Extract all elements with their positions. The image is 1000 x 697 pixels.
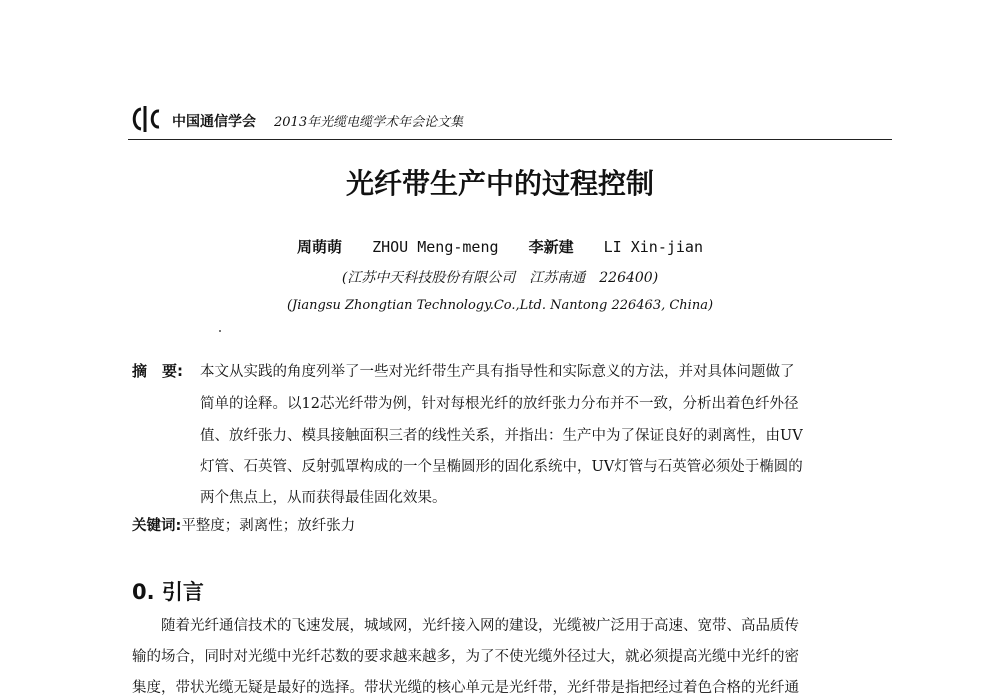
abstract-line: 简单的诠释。以12芯光纤带为例，针对每根光纤的放纤张力分布并不一致，分析出着色纤外径	[200, 396, 799, 412]
abstract-line: 本文从实践的角度列举了一些对光纤带生产具有指导性和实际意义的方法，并对具体问题做了	[200, 364, 795, 380]
author-name-cn: 周萌萌	[297, 238, 343, 256]
affiliation-chinese: (江苏中天科技股份有限公司 江苏南通 226400)	[341, 270, 659, 286]
page-header	[128, 104, 892, 140]
abstract-line: 灯管、石英管、反射弧罩构成的一个呈椭圆形的固化系统中，UV灯管与石英管必须处于椭圆的	[200, 459, 803, 475]
affiliation-english: (Jiangsu Zhongtian Technology.Co.,Ltd. Nantong 226463, China)	[286, 298, 714, 313]
keywords-text: 平整度；剥离性；放纤张力	[181, 518, 356, 534]
keywords-label: 关键词:	[132, 518, 182, 534]
author-name-cn: 李新建	[528, 238, 574, 256]
header-organization: 中国通信学会	[172, 114, 256, 130]
keywords	[132, 514, 355, 535]
paper-title: 光纤带生产中的过程控制	[345, 167, 654, 200]
body-line: 集度，带状光缆无疑是最好的选择。带状光缆的核心单元是光纤带，光纤带是指把经过着色合格的光纤通	[132, 680, 799, 696]
author-list	[0, 236, 1000, 257]
author-name-en: LI Xin-jian	[603, 238, 703, 256]
abstract-line: 两个焦点上，从而获得最佳固化效果。	[200, 490, 447, 506]
scan-speck	[219, 330, 221, 332]
abstract-line: 值、放纤张力、模具接触面积三者的线性关系，并指出：生产中为了保证良好的剥离性，由UV	[200, 428, 803, 444]
header-proceedings-title: 2013年光缆电缆学术年会论文集	[274, 115, 464, 130]
body-line: 输的场合，同时对光缆中光纤芯数的要求越来越多，为了不使光缆外径过大，就必须提高光缆中光纤的密	[132, 649, 799, 665]
author-name-en: ZHOU Meng-meng	[372, 238, 499, 256]
society-logo-icon	[128, 104, 162, 134]
body-line: 随着光纤通信技术的飞速发展，城域网，光纤接入网的建设，光缆被广泛用于高速、宽带、高品质传	[132, 618, 799, 634]
abstract-label: 摘 要:	[132, 362, 183, 380]
header-divider	[128, 139, 892, 140]
section-heading: 0. 引言	[132, 580, 204, 604]
